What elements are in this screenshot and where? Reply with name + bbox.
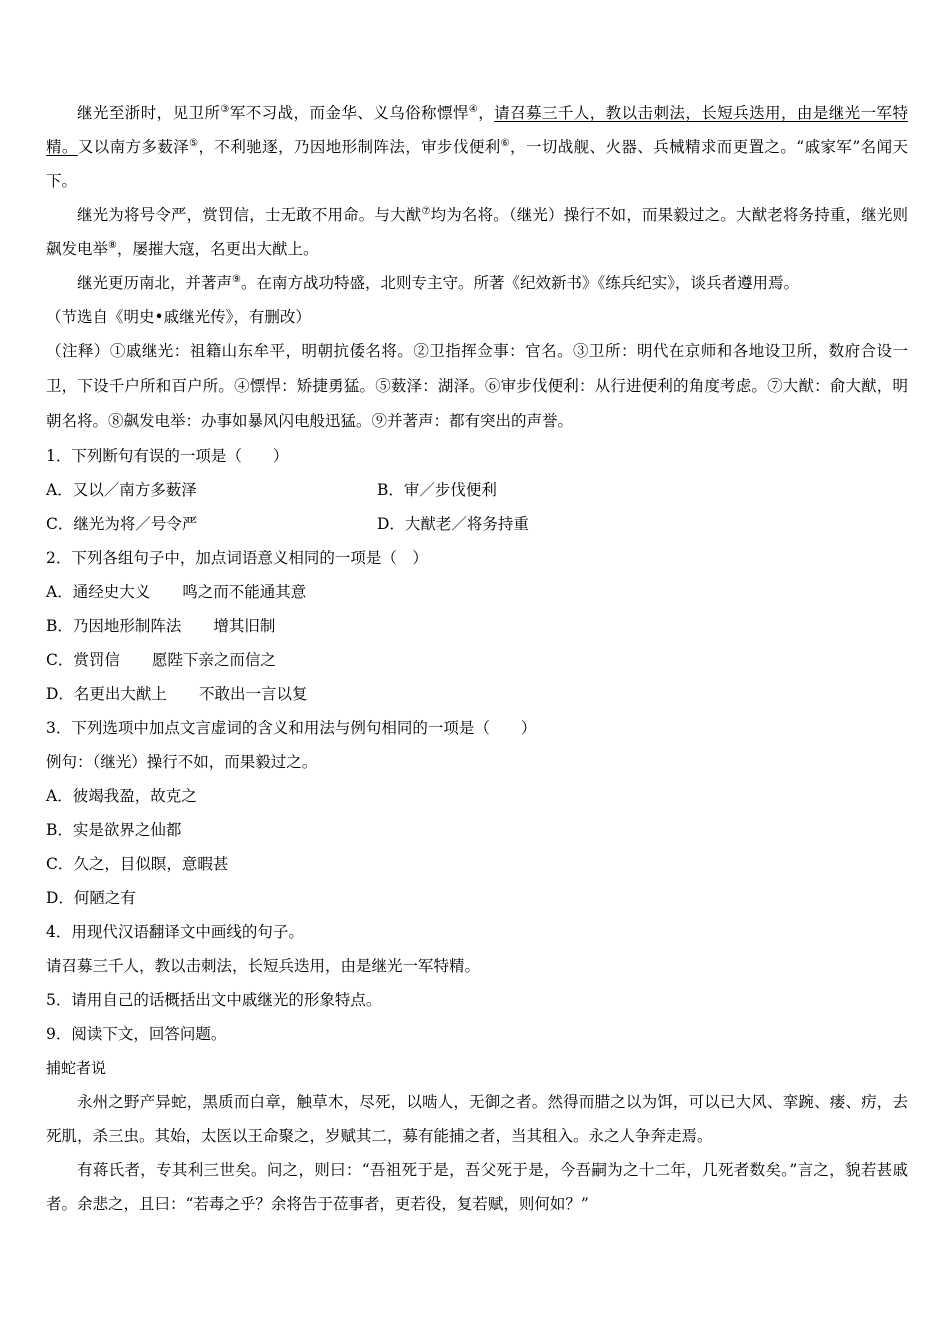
footnote-marker: ⑨: [232, 273, 241, 285]
text-run: ，一切战舰、火器、兵械精求而更置之。“戚家军”名闻天下。: [46, 138, 908, 190]
question-2-option-a: [46, 575, 908, 609]
section-9-paragraph-1: 永州之野产异蛇，黑质而白章，触草木，尽死，以啮人，无御之者。然得而腊之以为饵，可以已大风、挛踠、瘘、疠，去死肌，杀三虫。其始，太医以王命聚之，岁赋其二，募有能捕之者，当其租入。永之人争奔走焉。: [46, 1093, 908, 1145]
section-9-paragraph-2: 有蒋氏者，专其利三世矣。问之，则曰：“吾祖死于是，吾父死于是，今吾嗣为之十二年，几死者数矣。”言之，貌若甚戚者。余悲之，且曰：“若毒之乎？余将告于莅事者，更若役，复若赋，则何如？”: [46, 1161, 908, 1213]
question-2-option-b: [46, 609, 908, 643]
question-5-stem: 5．请用自己的话概括出文中戚继光的形象特点。: [46, 991, 382, 1009]
option-sentence-1: B．乃因地形制阵法: [46, 617, 182, 635]
option-sentence-2: 鸣之而不能通其意: [182, 583, 307, 601]
footnote-marker: ⑤: [189, 137, 199, 149]
question-1-options-row-2: [46, 507, 908, 541]
text-run: ，不利驰逐，乃因地形制阵法，审步伐便利: [198, 138, 501, 156]
section-9-title: 捕蛇者说: [46, 1059, 107, 1077]
question-3-option-c: C．久之，目似瞑，意暇甚: [46, 855, 229, 873]
option-sentence-2: 愿陛下亲之而信之: [151, 651, 276, 669]
footnote-marker: ⑦: [421, 205, 431, 217]
text-run: 继光更历南北，并著声: [77, 274, 233, 292]
document-page: [46, 96, 908, 1221]
question-3-stem: 3．下列选项中加点文言虚词的含义和用法与例句相同的一项是（ ）: [46, 719, 537, 737]
option-a: A．又以／南方多薮泽: [46, 481, 197, 499]
text-run: 继光至浙时，见卫所: [77, 104, 221, 122]
option-sentence-1: D．名更出大猷上: [46, 685, 167, 703]
question-1-options-row-1: [46, 473, 908, 507]
option-b: B．审／步伐便利: [377, 481, 497, 499]
text-run: 均为名将。（继光）操行不如，而果毅过之。大猷老将务持重，继光则飙发电举: [46, 206, 908, 258]
footnote-marker: ⑥: [500, 137, 511, 149]
passage-paragraph-3: [46, 266, 908, 300]
option-d: D．大猷老／将务持重: [377, 515, 529, 533]
question-4-sentence: 请召募三千人，教以击刺法，长短兵迭用，由是继光一军特精。: [46, 957, 481, 975]
question-3-option-d: D．何陋之有: [46, 889, 136, 907]
underlined-sentence: 请召募三千人，教以击刺法，长短兵迭用，由是继光一军特精。: [46, 104, 908, 156]
question-4-stem: 4．用现代汉语翻译文中画线的句子。: [46, 923, 304, 941]
question-3-option-a: A．彼竭我盈，故克之: [46, 787, 197, 805]
option-sentence-1: A．通经史大义: [46, 583, 151, 601]
passage-paragraph-1: [46, 96, 908, 198]
question-2-option-c: [46, 643, 908, 677]
footnote-marker: ④: [468, 103, 479, 115]
text-run: 继光为将号令严，赏罚信，士无敢不用命。与大猷: [77, 206, 422, 224]
question-2-option-d: [46, 677, 908, 711]
text-run: ，屡摧大寇，名更出大猷上。: [116, 240, 319, 258]
text-run: ，: [478, 104, 495, 122]
passage-source: （节选自《明史•戚继光传》，有删改）: [46, 308, 311, 326]
option-sentence-2: 不敢出一言以复: [198, 685, 308, 703]
question-1-stem: 1．下列断句有误的一项是（ ）: [46, 447, 289, 465]
annotation-notes: （注释）①戚继光：祖籍山东牟平，明朝抗倭名将。②卫指挥佥事：官名。③卫所：明代在京师和各地设卫所，数府合设一卫，下设千户所和百户所。④慓悍：矫捷勇猛。⑤薮泽：湖泽。⑥审步伐便利：从行进便利的角度考虑。⑦大猷：俞大猷，明朝名将。⑧飙发电举：办事如暴风闪电般迅猛。⑨并著声：都有突出的声誉。: [46, 342, 908, 430]
footnote-marker: ③: [220, 103, 230, 115]
question-3-example: 例句：（继光）操行不如，而果毅过之。: [46, 753, 318, 771]
option-sentence-1: C．赏罚信: [46, 651, 120, 669]
passage-paragraph-2: [46, 198, 908, 266]
question-3-option-b: B．实是欲界之仙都: [46, 821, 182, 839]
text-run: 。在南方战功特盛，北则专主守。所著《纪效新书》《练兵纪实》，谈兵者遵用焉。: [240, 274, 799, 292]
footnote-marker: ⑧: [108, 239, 117, 251]
question-2-stem: 2．下列各组句子中，加点词语意义相同的一项是（ ）: [46, 549, 428, 567]
option-sentence-2: 增其旧制: [213, 617, 276, 635]
text-run: 又以南方多薮泽: [77, 138, 190, 156]
option-c: C．继光为将／号令严: [46, 515, 198, 533]
text-run: 军不习战，而金华、义乌俗称慓悍: [229, 104, 469, 122]
section-9-heading: 9．阅读下文，回答问题。: [46, 1025, 227, 1043]
